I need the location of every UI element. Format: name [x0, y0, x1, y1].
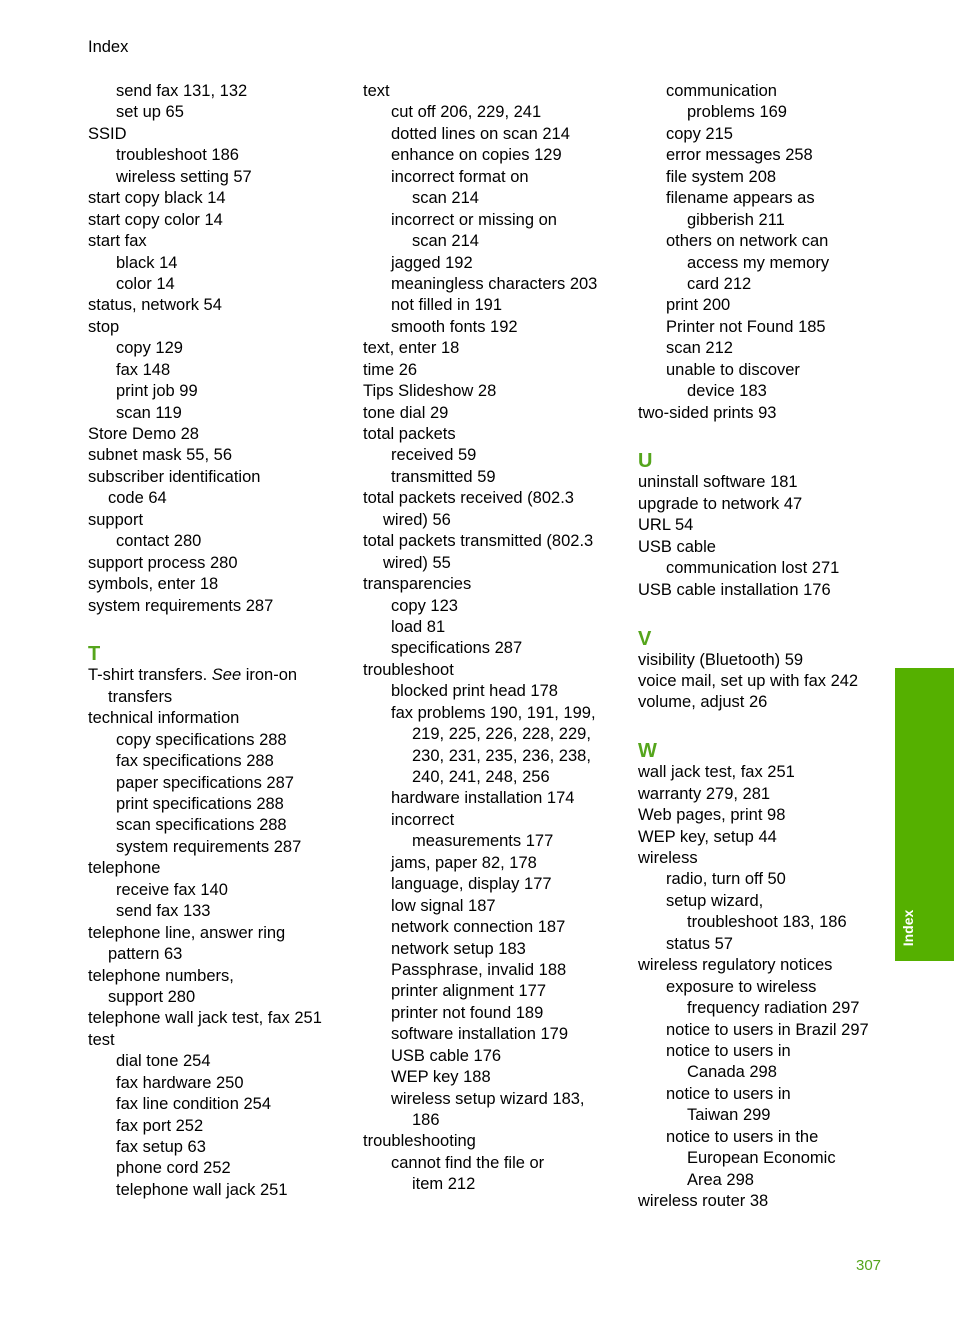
index-entry: symbols, enter 18 — [88, 575, 219, 594]
index-subentry: fax setup 63 — [116, 1138, 206, 1156]
index-subentry: load 81 — [391, 617, 446, 636]
index-subentry: communication lost 271 — [666, 559, 840, 578]
index-subentry: troubleshoot 183, 186 — [687, 913, 847, 932]
index-entry: total packets — [363, 425, 456, 443]
index-subentry: black 14 — [116, 253, 178, 272]
entry-text: T-shirt transfers. — [88, 666, 212, 685]
index-subentry: frequency radiation 297 — [687, 999, 860, 1018]
index-subentry: pattern 63 — [108, 945, 183, 964]
index-subentry: specifications 287 — [391, 639, 523, 658]
index-entry — [88, 665, 348, 686]
index-entry: tone dial 29 — [363, 403, 449, 422]
index-subentry: incorrect or missing on — [391, 210, 557, 229]
index-entry: start copy black 14 — [88, 189, 226, 208]
index-subentry: send fax 133 — [116, 902, 211, 921]
index-subentry: 230, 231, 235, 236, 238, — [412, 746, 591, 765]
index-subentry: Taiwan 299 — [687, 1106, 771, 1125]
index-entry: telephone numbers, — [88, 966, 234, 985]
index-subentry: setup wizard, — [666, 891, 764, 910]
index-subentry: code 64 — [108, 489, 167, 508]
index-subentry: European Economic — [687, 1149, 836, 1168]
index-entry: wireless regulatory notices — [638, 956, 833, 975]
index-entry: total packets received (802.3 — [363, 489, 574, 508]
index-subentry: hardware installation 174 — [391, 789, 575, 808]
index-subentry: fax port 252 — [116, 1116, 204, 1135]
index-subentry: receive fax 140 — [116, 880, 228, 899]
index-subentry: filename appears as — [666, 189, 815, 208]
index-entry: upgrade to network 47 — [638, 494, 803, 513]
index-subentry: low signal 187 — [391, 896, 496, 915]
index-entry: support process 280 — [88, 553, 238, 572]
index-entry: telephone line, answer ring — [88, 923, 286, 942]
section-tab-label: Index — [900, 909, 916, 947]
index-entry: transparencies — [363, 575, 472, 594]
index-subentry: language, display 177 — [391, 875, 552, 894]
section-spacer — [638, 424, 890, 445]
index-subentry: print job 99 — [116, 382, 198, 401]
index-subentry: enhance on copies 129 — [391, 146, 562, 165]
index-entry: URL 54 — [638, 516, 694, 535]
index-subentry: blocked print head 178 — [391, 682, 558, 701]
index-subentry: meaningless characters 203 — [391, 274, 598, 293]
index-entry: troubleshoot — [363, 660, 454, 679]
index-entry: wireless router 38 — [638, 1192, 769, 1210]
index-subentry: measurements 177 — [412, 832, 554, 851]
index-entry: time 26 — [363, 360, 418, 379]
index-subentry: copy specifications 288 — [116, 730, 287, 749]
index-subentry: status 57 — [666, 934, 733, 953]
index-entry: subscriber identification — [88, 467, 261, 486]
index-subentry: Area 298 — [687, 1170, 754, 1189]
index-subentry: file system 208 — [666, 167, 777, 186]
index-subentry: jagged 192 — [391, 253, 473, 272]
index-subentry: 219, 225, 226, 228, 229, — [412, 725, 591, 744]
index-subentry: error messages 258 — [666, 146, 813, 165]
index-subentry: scan 214 — [412, 232, 479, 251]
index-entry: two-sided prints 93 — [638, 403, 777, 422]
index-subentry: troubleshoot 186 — [116, 146, 239, 165]
index-entry: support — [88, 510, 144, 529]
index-entry: voice mail, set up with fax 242 — [638, 671, 859, 690]
index-subentry: notice to users in the — [666, 1127, 819, 1146]
index-subentry: wireless setup wizard 183, — [391, 1089, 585, 1108]
index-entry: telephone — [88, 859, 161, 878]
index-subentry: software installation 179 — [391, 1025, 569, 1044]
index-entry: warranty 279, 281 — [638, 784, 771, 803]
index-subentry: incorrect format on — [391, 167, 529, 186]
section-letter: V — [638, 627, 652, 650]
index-subentry: phone cord 252 — [116, 1159, 231, 1178]
index-subentry: item 212 — [412, 1175, 476, 1194]
index-entry: Tips Slideshow 28 — [363, 382, 497, 401]
index-subentry: print 200 — [666, 296, 731, 315]
entry-text-after: iron-on — [241, 666, 298, 685]
section-letter: W — [638, 740, 657, 763]
index-entry: system requirements 287 — [88, 596, 274, 615]
index-subentry: access my memory — [687, 253, 830, 272]
index-subentry: 186 — [412, 1111, 440, 1129]
index-subentry: fax problems 190, 191, 199, — [391, 703, 596, 722]
index-subentry: wired) 56 — [383, 510, 451, 529]
index-subentry: gibberish 211 — [687, 210, 785, 229]
section-letter: U — [638, 450, 653, 473]
index-entry: start fax — [88, 232, 147, 251]
index-subentry: printer not found 189 — [391, 1003, 544, 1022]
index-subentry: received 59 — [391, 446, 477, 465]
index-subentry: transmitted 59 — [391, 467, 496, 486]
index-subentry: paper specifications 287 — [116, 773, 294, 792]
index-entry: visibility (Bluetooth) 59 — [638, 650, 804, 669]
index-subentry: cannot find the file or — [391, 1153, 545, 1172]
index-entry: troubleshooting — [363, 1132, 476, 1151]
index-subentry: fax specifications 288 — [116, 752, 274, 771]
index-subentry: unable to discover — [666, 360, 800, 379]
index-subentry: copy 129 — [116, 339, 183, 358]
index-subentry: scan 214 — [412, 189, 479, 208]
index-subentry: notice to users in — [666, 1084, 791, 1103]
index-entry: stop — [88, 317, 120, 336]
index-subentry: radio, turn off 50 — [666, 870, 786, 889]
index-subentry: exposure to wireless — [666, 977, 817, 996]
index-subentry: support 280 — [108, 987, 196, 1006]
index-entry: Web pages, print 98 — [638, 806, 786, 825]
index-subentry: Passphrase, invalid 188 — [391, 960, 567, 979]
index-subentry: 240, 241, 248, 256 — [412, 768, 550, 786]
index-subentry: copy 215 — [666, 124, 733, 143]
index-subentry: cut off 206, 229, 241 — [391, 103, 542, 122]
index-entry: status, network 54 — [88, 296, 222, 315]
see-reference: See — [211, 666, 242, 685]
index-subentry: notice to users in — [666, 1041, 791, 1060]
index-subentry: telephone wall jack 251 — [116, 1180, 288, 1199]
index-subentry: fax 148 — [116, 360, 171, 379]
index-subentry: scan 212 — [666, 339, 733, 358]
index-subentry: jams, paper 82, 178 — [391, 853, 537, 872]
index-subentry: card 212 — [687, 274, 752, 293]
running-header: Index — [88, 38, 129, 56]
index-entry: wireless — [638, 849, 698, 867]
section-spacer — [88, 617, 348, 638]
index-entry: uninstall software 181 — [638, 473, 798, 492]
index-entry: technical information — [88, 709, 240, 728]
index-entry: Store Demo 28 — [88, 425, 199, 443]
index-subentry: network connection 187 — [391, 918, 566, 937]
index-subentry: print specifications 288 — [116, 795, 284, 813]
index-subentry: not filled in 191 — [391, 296, 502, 315]
index-entry: text — [363, 82, 390, 100]
index-subentry: dial tone 254 — [116, 1052, 211, 1071]
index-subentry: fax line condition 254 — [116, 1095, 272, 1114]
index-entry: volume, adjust 26 — [638, 693, 768, 712]
section-spacer — [638, 601, 890, 622]
index-subentry: device 183 — [687, 382, 767, 401]
index-subentry: fax hardware 250 — [116, 1073, 244, 1092]
index-subentry: network setup 183 — [391, 939, 526, 958]
index-entry: USB cable installation 176 — [638, 580, 831, 599]
index-subentry: scan 119 — [116, 403, 182, 422]
index-subentry: copy 123 — [391, 596, 458, 615]
index-subentry: USB cable 176 — [391, 1046, 502, 1065]
index-subentry: send fax 131, 132 — [116, 82, 248, 100]
index-subentry: color 14 — [116, 274, 175, 293]
index-subentry: incorrect — [391, 810, 455, 829]
index-subentry: wireless setting 57 — [116, 167, 252, 186]
index-entry: test — [88, 1030, 115, 1049]
index-entry: SSID — [88, 124, 127, 143]
index-subentry: Canada 298 — [687, 1063, 777, 1082]
index-entry: subnet mask 55, 56 — [88, 446, 233, 465]
index-subentry: scan specifications 288 — [116, 816, 287, 835]
index-entry: telephone wall jack test, fax 251 — [88, 1009, 322, 1028]
section-letter: T — [88, 643, 101, 666]
index-column-3 — [638, 81, 890, 1212]
index-entry: total packets transmitted (802.3 — [363, 532, 594, 551]
index-subentry: transfers — [108, 687, 173, 706]
section-spacer — [638, 714, 890, 735]
index-column-2 — [363, 81, 625, 1196]
index-subentry: others on network can — [666, 232, 829, 251]
index-subentry: notice to users in Brazil 297 — [666, 1020, 869, 1039]
index-subentry: Printer not Found 185 — [666, 317, 826, 336]
index-entry: USB cable — [638, 537, 716, 556]
index-entry: WEP key, setup 44 — [638, 827, 777, 846]
index-subentry: wired) 55 — [383, 553, 451, 572]
index-subentry: contact 280 — [116, 532, 202, 551]
index-entry: wall jack test, fax 251 — [638, 763, 795, 782]
index-subentry: set up 65 — [116, 103, 184, 122]
index-subentry: smooth fonts 192 — [391, 317, 518, 336]
index-entry: start copy color 14 — [88, 210, 223, 229]
index-subentry: dotted lines on scan 214 — [391, 124, 570, 143]
index-subentry: printer alignment 177 — [391, 982, 547, 1001]
index-entry: text, enter 18 — [363, 339, 460, 358]
index-subentry: problems 169 — [687, 103, 787, 122]
index-column-1 — [88, 81, 348, 1201]
index-subentry: WEP key 188 — [391, 1068, 491, 1087]
index-subentry: system requirements 287 — [116, 837, 302, 856]
index-subentry: communication — [666, 82, 777, 100]
page-number: 307 — [856, 1257, 882, 1274]
